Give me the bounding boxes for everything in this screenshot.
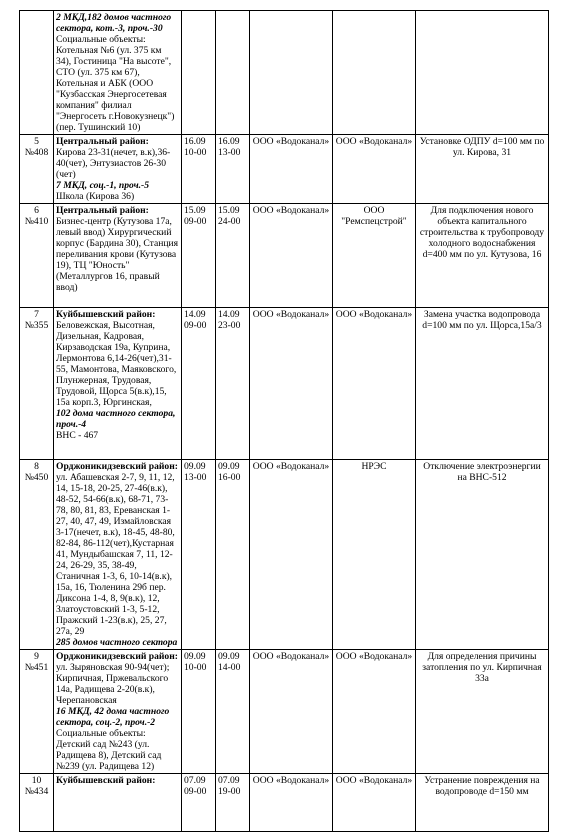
row-number: 6 [34, 205, 39, 216]
address-line: Бизнес-центр (Кутузова 17а, левый ввод) Хирургический корпус (Бардина 30), Станция переливания крови (Кутузова 19), ТЦ "Юность" (Металлургов 16, правый ввод) [56, 216, 179, 293]
table-row [20, 460, 549, 650]
end-date: 07.09 [218, 775, 240, 786]
row-number-cell [20, 460, 54, 650]
request-id: №450 [24, 472, 49, 483]
end-cell [216, 460, 250, 650]
address-line: ВНС - 467 [56, 430, 99, 441]
start-cell [182, 204, 216, 308]
end-cell [216, 204, 250, 308]
organization-cell [250, 308, 333, 460]
end-cell [216, 308, 250, 460]
reason-cell [416, 11, 549, 135]
end-cell [216, 135, 250, 204]
table-row [20, 135, 549, 204]
start-cell [182, 460, 216, 650]
contractor-cell [333, 308, 416, 460]
address-line: 2 МКД,182 домов частного сектора, кот.-3, проч.-30 [56, 12, 172, 34]
organization: ООО «Водоканал» [252, 651, 330, 662]
contractor-cell [333, 135, 416, 204]
address-line: Беловежская, Высотная, Дизельная, Кадровая, Кирзаводская 19а, Куприна, Лермонтова 6,14-26(чет),31-55, Мамонтова, Маяковского, Плунжерная, Трудовая, Трудовой, Щорса 5(в.к),15, 15а корп.3, Юргинская, [56, 320, 177, 408]
row-number-cell [20, 135, 54, 204]
table-row [20, 650, 549, 774]
address-line: Социальные объекты: Детский сад №243 (ул. Радищева 8), Детский сад №239 (ул. Радищева 12) [56, 728, 162, 772]
end-date: 09.09 [218, 651, 240, 662]
organization: ООО «Водоканал» [252, 461, 330, 472]
start-time: 09-00 [184, 786, 207, 797]
end-cell [216, 774, 250, 832]
organization-cell [250, 650, 333, 774]
reason: Отключение электроэнергии на ВНС-512 [423, 461, 541, 483]
contractor: ООО «Водоканал» [335, 136, 413, 147]
reason: Для определения причины затопления по ул. Кирпичная 33а [422, 651, 542, 684]
reason-cell [416, 204, 549, 308]
row-number-cell [20, 204, 54, 308]
reason: Устранение повреждения на водопроводе d=150 мм [424, 775, 540, 797]
start-time: 10-00 [184, 147, 207, 158]
reason-cell [416, 650, 549, 774]
table-row [20, 774, 549, 832]
row-number: 7 [34, 309, 39, 320]
row-number: 9 [34, 651, 39, 662]
end-cell [216, 11, 250, 135]
address-line: Куйбышевский район: [56, 309, 156, 320]
end-cell [216, 650, 250, 774]
address-line: 102 дома частного сектора, проч.-4 [56, 408, 176, 430]
row-number-cell [20, 308, 54, 460]
end-time: 16-00 [218, 472, 241, 483]
address-line: Школа (Кирова 36) [56, 191, 135, 202]
address-cell [54, 135, 182, 204]
request-id: №451 [24, 662, 49, 673]
contractor-cell [333, 774, 416, 832]
end-time: 23-00 [218, 320, 241, 331]
row-number-cell [20, 650, 54, 774]
organization: ООО «Водоканал» [252, 309, 330, 320]
table-row [20, 11, 549, 135]
contractor: ООО «Водоканал» [335, 309, 413, 320]
request-id: №410 [24, 216, 49, 227]
start-cell [182, 308, 216, 460]
address-cell [54, 11, 182, 135]
start-date: 15.09 [184, 205, 206, 216]
table-row [20, 204, 549, 308]
reason-cell [416, 774, 549, 832]
address-cell [54, 650, 182, 774]
contractor-cell [333, 650, 416, 774]
reason: Для подключения нового объекта капитального строительства к трубопроводу холодного водоснабжения d=400 мм по ул. Кутузова, 16 [419, 205, 545, 260]
start-cell [182, 774, 216, 832]
address-line: Кирова 23-31(нечет, в.к),36-40(чет), Энтузиастов 26-30 (чет) [56, 147, 171, 180]
contractor: НРЭС [361, 461, 387, 472]
start-time: 10-00 [184, 662, 207, 673]
reason-cell [416, 460, 549, 650]
request-id: №355 [24, 320, 49, 331]
start-cell [182, 650, 216, 774]
organization-cell [250, 11, 333, 135]
address-cell [54, 308, 182, 460]
end-date: 09.09 [218, 461, 240, 472]
row-number: 10 [31, 775, 42, 786]
row-number-cell [20, 11, 54, 135]
request-id: №408 [24, 147, 49, 158]
request-id: №434 [24, 786, 49, 797]
row-number-cell [20, 774, 54, 832]
start-date: 09.09 [184, 461, 206, 472]
address-cell [54, 460, 182, 650]
table-body [20, 11, 549, 832]
address-cell [54, 774, 182, 832]
contractor: ООО "Ремспецстрой" [341, 205, 407, 227]
end-date: 14.09 [218, 309, 240, 320]
start-date: 16.09 [184, 136, 206, 147]
reason: Установке ОДПУ d=100 мм по ул. Кирова, 31 [419, 136, 545, 158]
end-time: 14-00 [218, 662, 241, 673]
address-line: ул. Зыряновская 90-94(чет); Кирпичная, Пржевальского 14а, Радищева 2-20(в.к), Черепановская [56, 662, 170, 706]
contractor: ООО «Водоканал» [335, 651, 413, 662]
organization-cell [250, 204, 333, 308]
end-time: 19-00 [218, 786, 241, 797]
organization: ООО «Водоканал» [252, 136, 330, 147]
address-line: 7 МКД, соц.-1, проч.-5 [56, 180, 150, 191]
start-date: 14.09 [184, 309, 206, 320]
start-cell [182, 135, 216, 204]
address-line: 285 домов частного сектора [56, 637, 178, 648]
table-row [20, 308, 549, 460]
organization: ООО «Водоканал» [252, 205, 330, 216]
outage-table [19, 10, 549, 832]
address-line: 16 МКД, 42 дома частного сектора, соц.-2, проч.-2 [56, 706, 170, 728]
row-number: 5 [34, 136, 39, 147]
address-line: Орджоникидзевский район: [56, 651, 178, 662]
reason: Замена участка водопровода d=100 мм по ул. Щорса,15а/3 [422, 309, 542, 331]
contractor-cell [333, 11, 416, 135]
contractor-cell [333, 204, 416, 308]
end-date: 15.09 [218, 205, 240, 216]
contractor: ООО «Водоканал» [335, 775, 413, 786]
reason-cell [416, 308, 549, 460]
start-time: 09-00 [184, 320, 207, 331]
start-time: 09-00 [184, 216, 207, 227]
address-cell [54, 204, 182, 308]
address-line: Центральный район: [56, 136, 149, 147]
address-line: ул. Абашевская 2-7, 9, 11, 12, 14, 15-18, 20-25, 27-46(в.к), 48-52, 54-66(в.к), 68-71, 73-78, 80, 81, 83, Ереванская 1-27, 40, 47, 49, Измайловская 3-17(нечет, в.к), 18-45, 48-80, 82-84, 86-112(чет),Кустарная 41, Мундыбашская 7, 11, 12-24, 26-29, 35, 38-49, Станичная 1-3, 6, 10-14(в.к), 15а, 16, Тюленина 29б пер. Диксона 1-4, 8, 9(в.к), 12, Златоустовский 1-3, 5-12, Пражский 1-23(в.к), 25, 27, 27а, 29 [56, 472, 175, 637]
address-line: Социальные объекты: Котельная №6 (ул. 375 км 34), Гостиница "На высоте", СТО (ул. 375 км 67), Котельная и АБК (ООО "Кузбасская Энергосетевая компания" филиал "Энергосеть г.Новокузнецк") (пер. Тушинский 10) [56, 34, 175, 133]
address-line: Центральный район: [56, 205, 149, 216]
organization-cell [250, 135, 333, 204]
start-cell [182, 11, 216, 135]
end-time: 24-00 [218, 216, 241, 227]
organization-cell [250, 774, 333, 832]
organization: ООО «Водоканал» [252, 775, 330, 786]
end-time: 13-00 [218, 147, 241, 158]
end-date: 16.09 [218, 136, 240, 147]
reason-cell [416, 135, 549, 204]
organization-cell [250, 460, 333, 650]
address-line: Куйбышевский район: [56, 775, 156, 786]
start-time: 13-00 [184, 472, 207, 483]
contractor-cell [333, 460, 416, 650]
row-number: 8 [34, 461, 39, 472]
start-date: 07.09 [184, 775, 206, 786]
address-line: Орджоникидзевский район: [56, 461, 178, 472]
start-date: 09.09 [184, 651, 206, 662]
